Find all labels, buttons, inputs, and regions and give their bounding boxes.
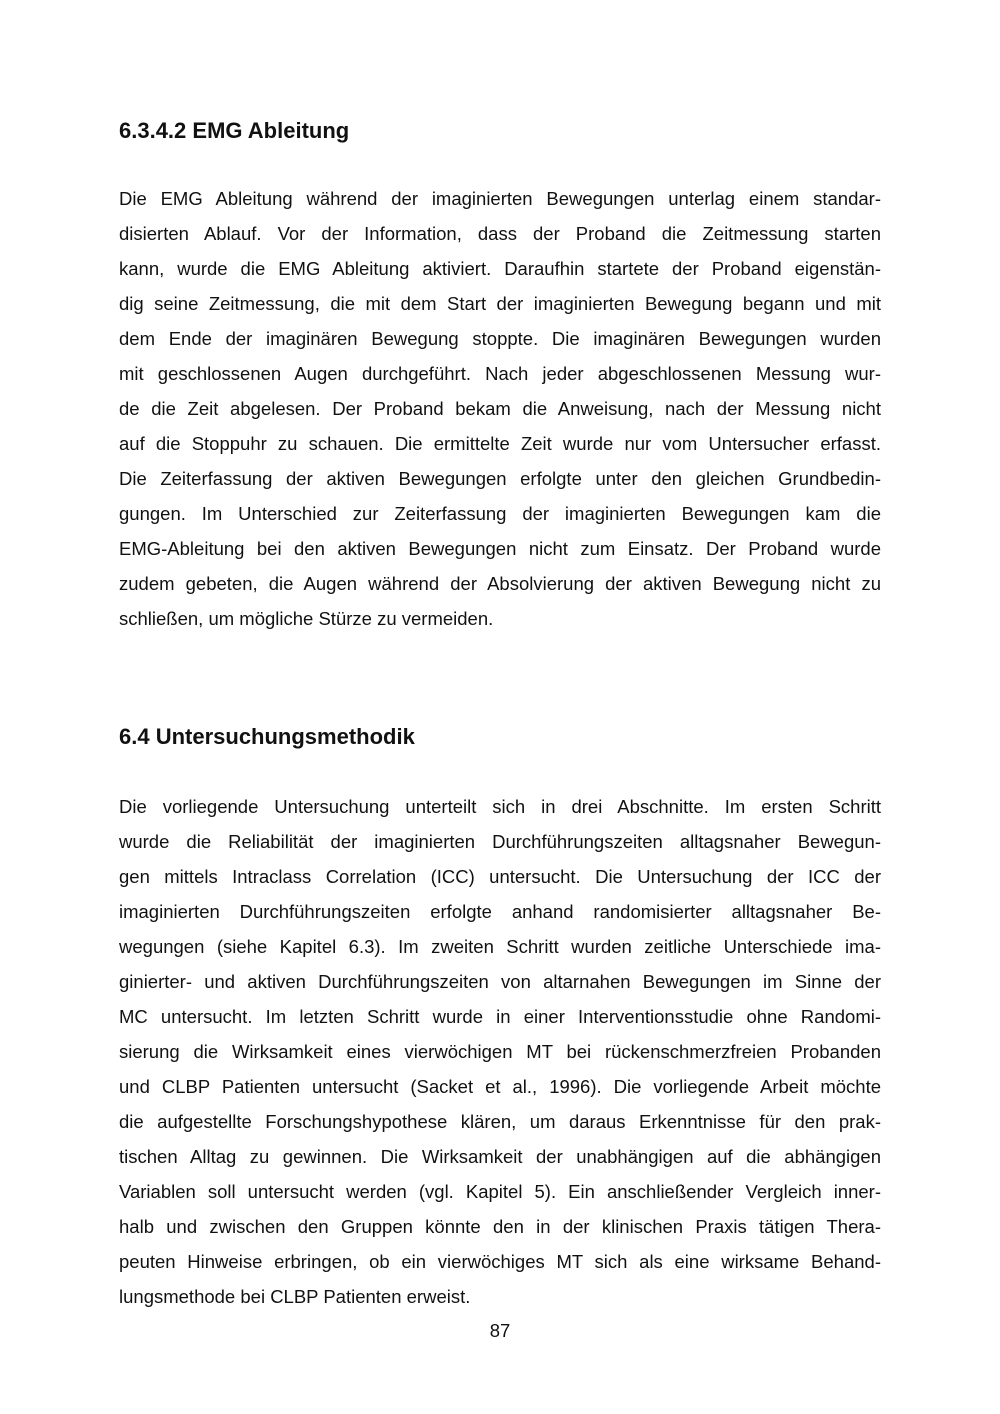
text-line: ginierter- und aktiven Durchführungszeiten von altarnahen Bewegungen im Sinne der — [119, 971, 881, 992]
text-line: imaginierten Durchführungszeiten erfolgte anhand randomisierter alltagsnaher Be- — [119, 901, 881, 922]
text-line: dig seine Zeitmessung, die mit dem Start der imaginierten Bewegung begann und mit — [119, 293, 881, 314]
text-line: Die Zeiterfassung der aktiven Bewegungen erfolgte unter den gleichen Grundbedin- — [119, 468, 881, 489]
text-line: kann, wurde die EMG Ableitung aktiviert. Daraufhin startete der Proband eigenstän- — [119, 258, 881, 279]
text-line: lungsmethode bei CLBP Patienten erweist. — [119, 1286, 471, 1307]
text-line: gen mittels Intraclass Correlation (ICC) untersucht. Die Untersuchung der ICC der — [119, 866, 881, 887]
text-line: de die Zeit abgelesen. Der Proband bekam die Anweisung, nach der Messung nicht — [119, 398, 881, 419]
text-line: gungen. Im Unterschied zur Zeiterfassung der imaginierten Bewegungen kam die — [119, 503, 881, 524]
text-line: Variablen soll untersucht werden (vgl. Kapitel 5). Ein anschließender Vergleich inner- — [119, 1181, 881, 1202]
text-line: auf die Stoppuhr zu schauen. Die ermittelte Zeit wurde nur vom Untersucher erfasst. — [119, 433, 881, 454]
text-line: tischen Alltag zu gewinnen. Die Wirksamkeit der unabhängigen auf die abhängigen — [119, 1146, 881, 1167]
text-line: und CLBP Patienten untersucht (Sacket et al., 1996). Die vorliegende Arbeit möchte — [119, 1076, 881, 1097]
text-line: EMG-Ableitung bei den aktiven Bewegungen nicht zum Einsatz. Der Proband wurde — [119, 538, 881, 559]
text-line: MC untersucht. Im letzten Schritt wurde in einer Interventionsstudie ohne Randomi- — [119, 1006, 881, 1027]
text-line: sierung die Wirksamkeit eines vierwöchigen MT bei rückenschmerzfreien Probanden — [119, 1041, 881, 1062]
page-number: 87 — [489, 1320, 511, 1341]
text-line: schließen, um mögliche Stürze zu vermeiden. — [119, 608, 494, 629]
paragraph-emg-ableitung — [119, 181, 881, 636]
section-heading-untersuchungsmethodik: 6.4 Untersuchungsmethodik — [119, 724, 415, 749]
text-line: die aufgestellte Forschungshypothese klären, um daraus Erkenntnisse für den prak- — [119, 1111, 881, 1132]
text-line: mit geschlossenen Augen durchgeführt. Nach jeder abgeschlossenen Messung wur- — [119, 363, 881, 384]
text-line: disierten Ablauf. Vor der Information, dass der Proband die Zeitmessung starten — [119, 223, 881, 244]
text-line: peuten Hinweise erbringen, ob ein vierwöchiges MT sich als eine wirksame Behand- — [119, 1251, 881, 1272]
text-line: zudem gebeten, die Augen während der Absolvierung der aktiven Bewegung nicht zu — [119, 573, 881, 594]
text-line: wegungen (siehe Kapitel 6.3). Im zweiten Schritt wurden zeitliche Unterschiede ima- — [119, 936, 881, 957]
text-line: halb und zwischen den Gruppen könnte den in der klinischen Praxis tätigen Thera- — [119, 1216, 881, 1237]
text-line: Die EMG Ableitung während der imaginierten Bewegungen unterlag einem standar- — [119, 188, 881, 209]
text-line: wurde die Reliabilität der imaginierten Durchführungszeiten alltagsnaher Bewegun- — [119, 831, 881, 852]
section-heading-emg-ableitung: 6.3.4.2 EMG Ableitung — [119, 118, 350, 143]
paragraph-untersuchungsmethodik — [119, 789, 881, 1314]
text-line: Die vorliegende Untersuchung unterteilt sich in drei Abschnitte. Im ersten Schritt — [119, 796, 881, 817]
text-line: dem Ende der imaginären Bewegung stoppte. Die imaginären Bewegungen wurden — [119, 328, 881, 349]
